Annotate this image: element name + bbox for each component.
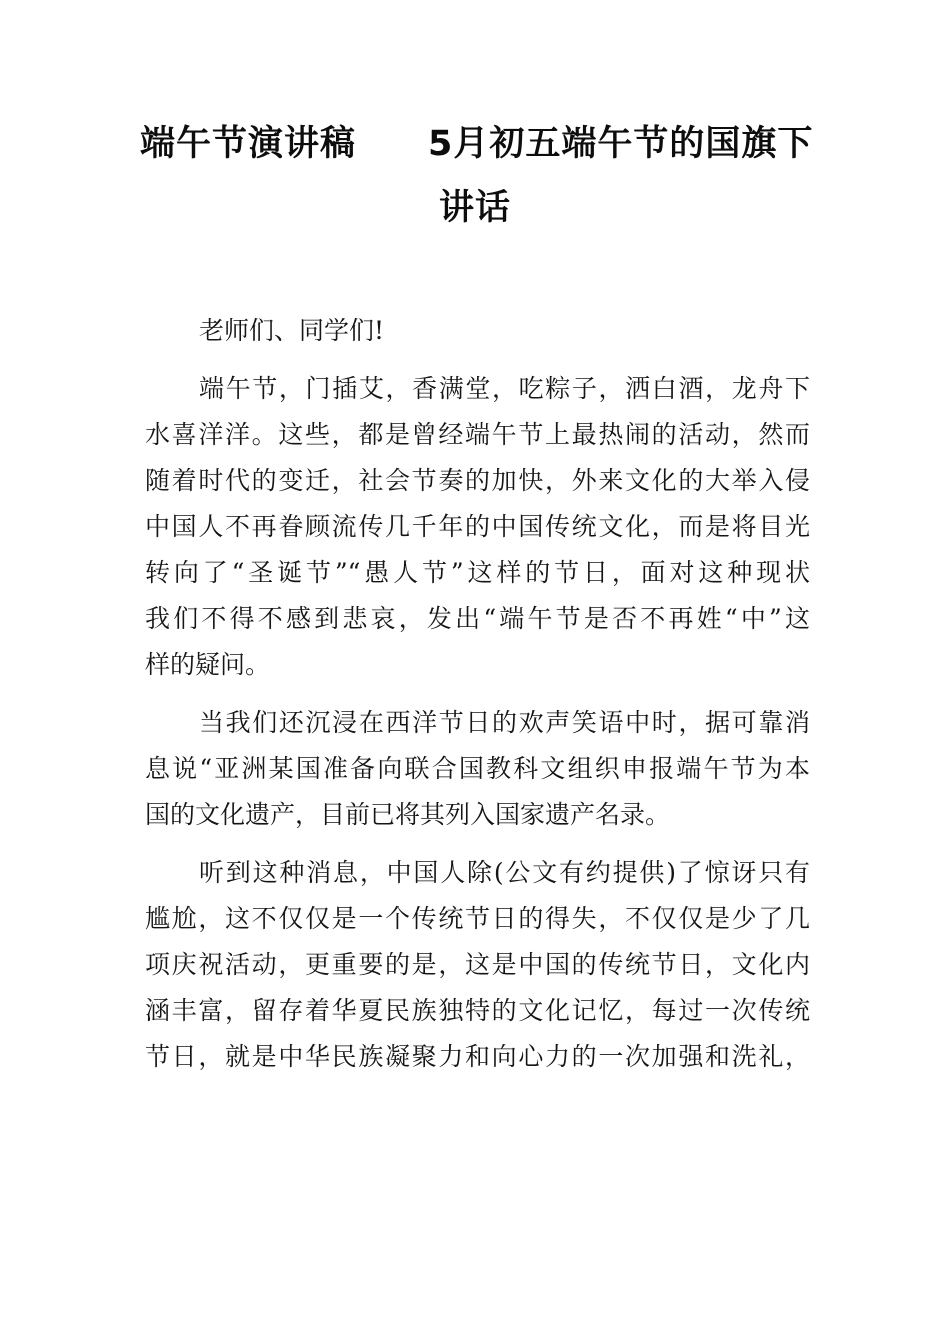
paragraph-line: 尴尬，这不仅仅是一个传统节日的得失，不仅仅是少了几 <box>145 904 810 933</box>
paragraph-line: 项庆祝活动，更重要的是，这是中国的传统节日，文化内 <box>145 950 810 979</box>
paragraph-line: 转向了“圣诞节”“愚人节”这样的节日，面对这种现状 <box>145 558 810 587</box>
paragraph-line: 节日，就是中华民族凝聚力和向心力的一次加强和洗礼， <box>145 1042 810 1071</box>
paragraph-line: 我们不得不感到悲哀，发出“端午节是否不再姓“中”这 <box>145 604 810 633</box>
paragraph-line: 水喜洋洋。这些，都是曾经端午节上最热闹的活动，然而 <box>145 420 810 449</box>
paragraph-line: 涵丰富，留存着华夏民族独特的文化记忆，每过一次传统 <box>145 996 810 1025</box>
paragraph-line: 端午节，门插艾，香满堂，吃粽子，洒白酒，龙舟下 <box>199 374 810 403</box>
document-body <box>145 308 810 1080</box>
paragraph-line: 中国人不再眷顾流传几千年的中国传统文化，而是将目光 <box>145 512 810 541</box>
paragraph-line: 样的疑问。 <box>145 650 271 679</box>
paragraph-line: 随着时代的变迁，社会节奏的加快，外来文化的大举入侵 <box>145 466 810 495</box>
title-line-2: 讲话 <box>438 188 511 228</box>
document-title <box>140 112 814 240</box>
title-line-1: 端午节演讲稿 5月初五端午节的国旗下 <box>140 124 814 164</box>
greeting: 老师们、同学们! <box>199 316 385 345</box>
paragraph-3 <box>145 850 810 1080</box>
paragraph-1 <box>145 366 810 688</box>
paragraph-line: 国的文化遗产，目前已将其列入国家遗产名录。 <box>145 800 671 829</box>
paragraph-2 <box>145 700 810 838</box>
paragraph-line: 当我们还沉浸在西洋节日的欢声笑语中时，据可靠消 <box>199 708 810 737</box>
paragraph-line: 听到这种消息，中国人除(公文有约提供)了惊讶只有 <box>199 858 810 887</box>
paragraph-line: 息说“亚洲某国准备向联合国教科文组织申报端午节为本 <box>145 754 810 783</box>
